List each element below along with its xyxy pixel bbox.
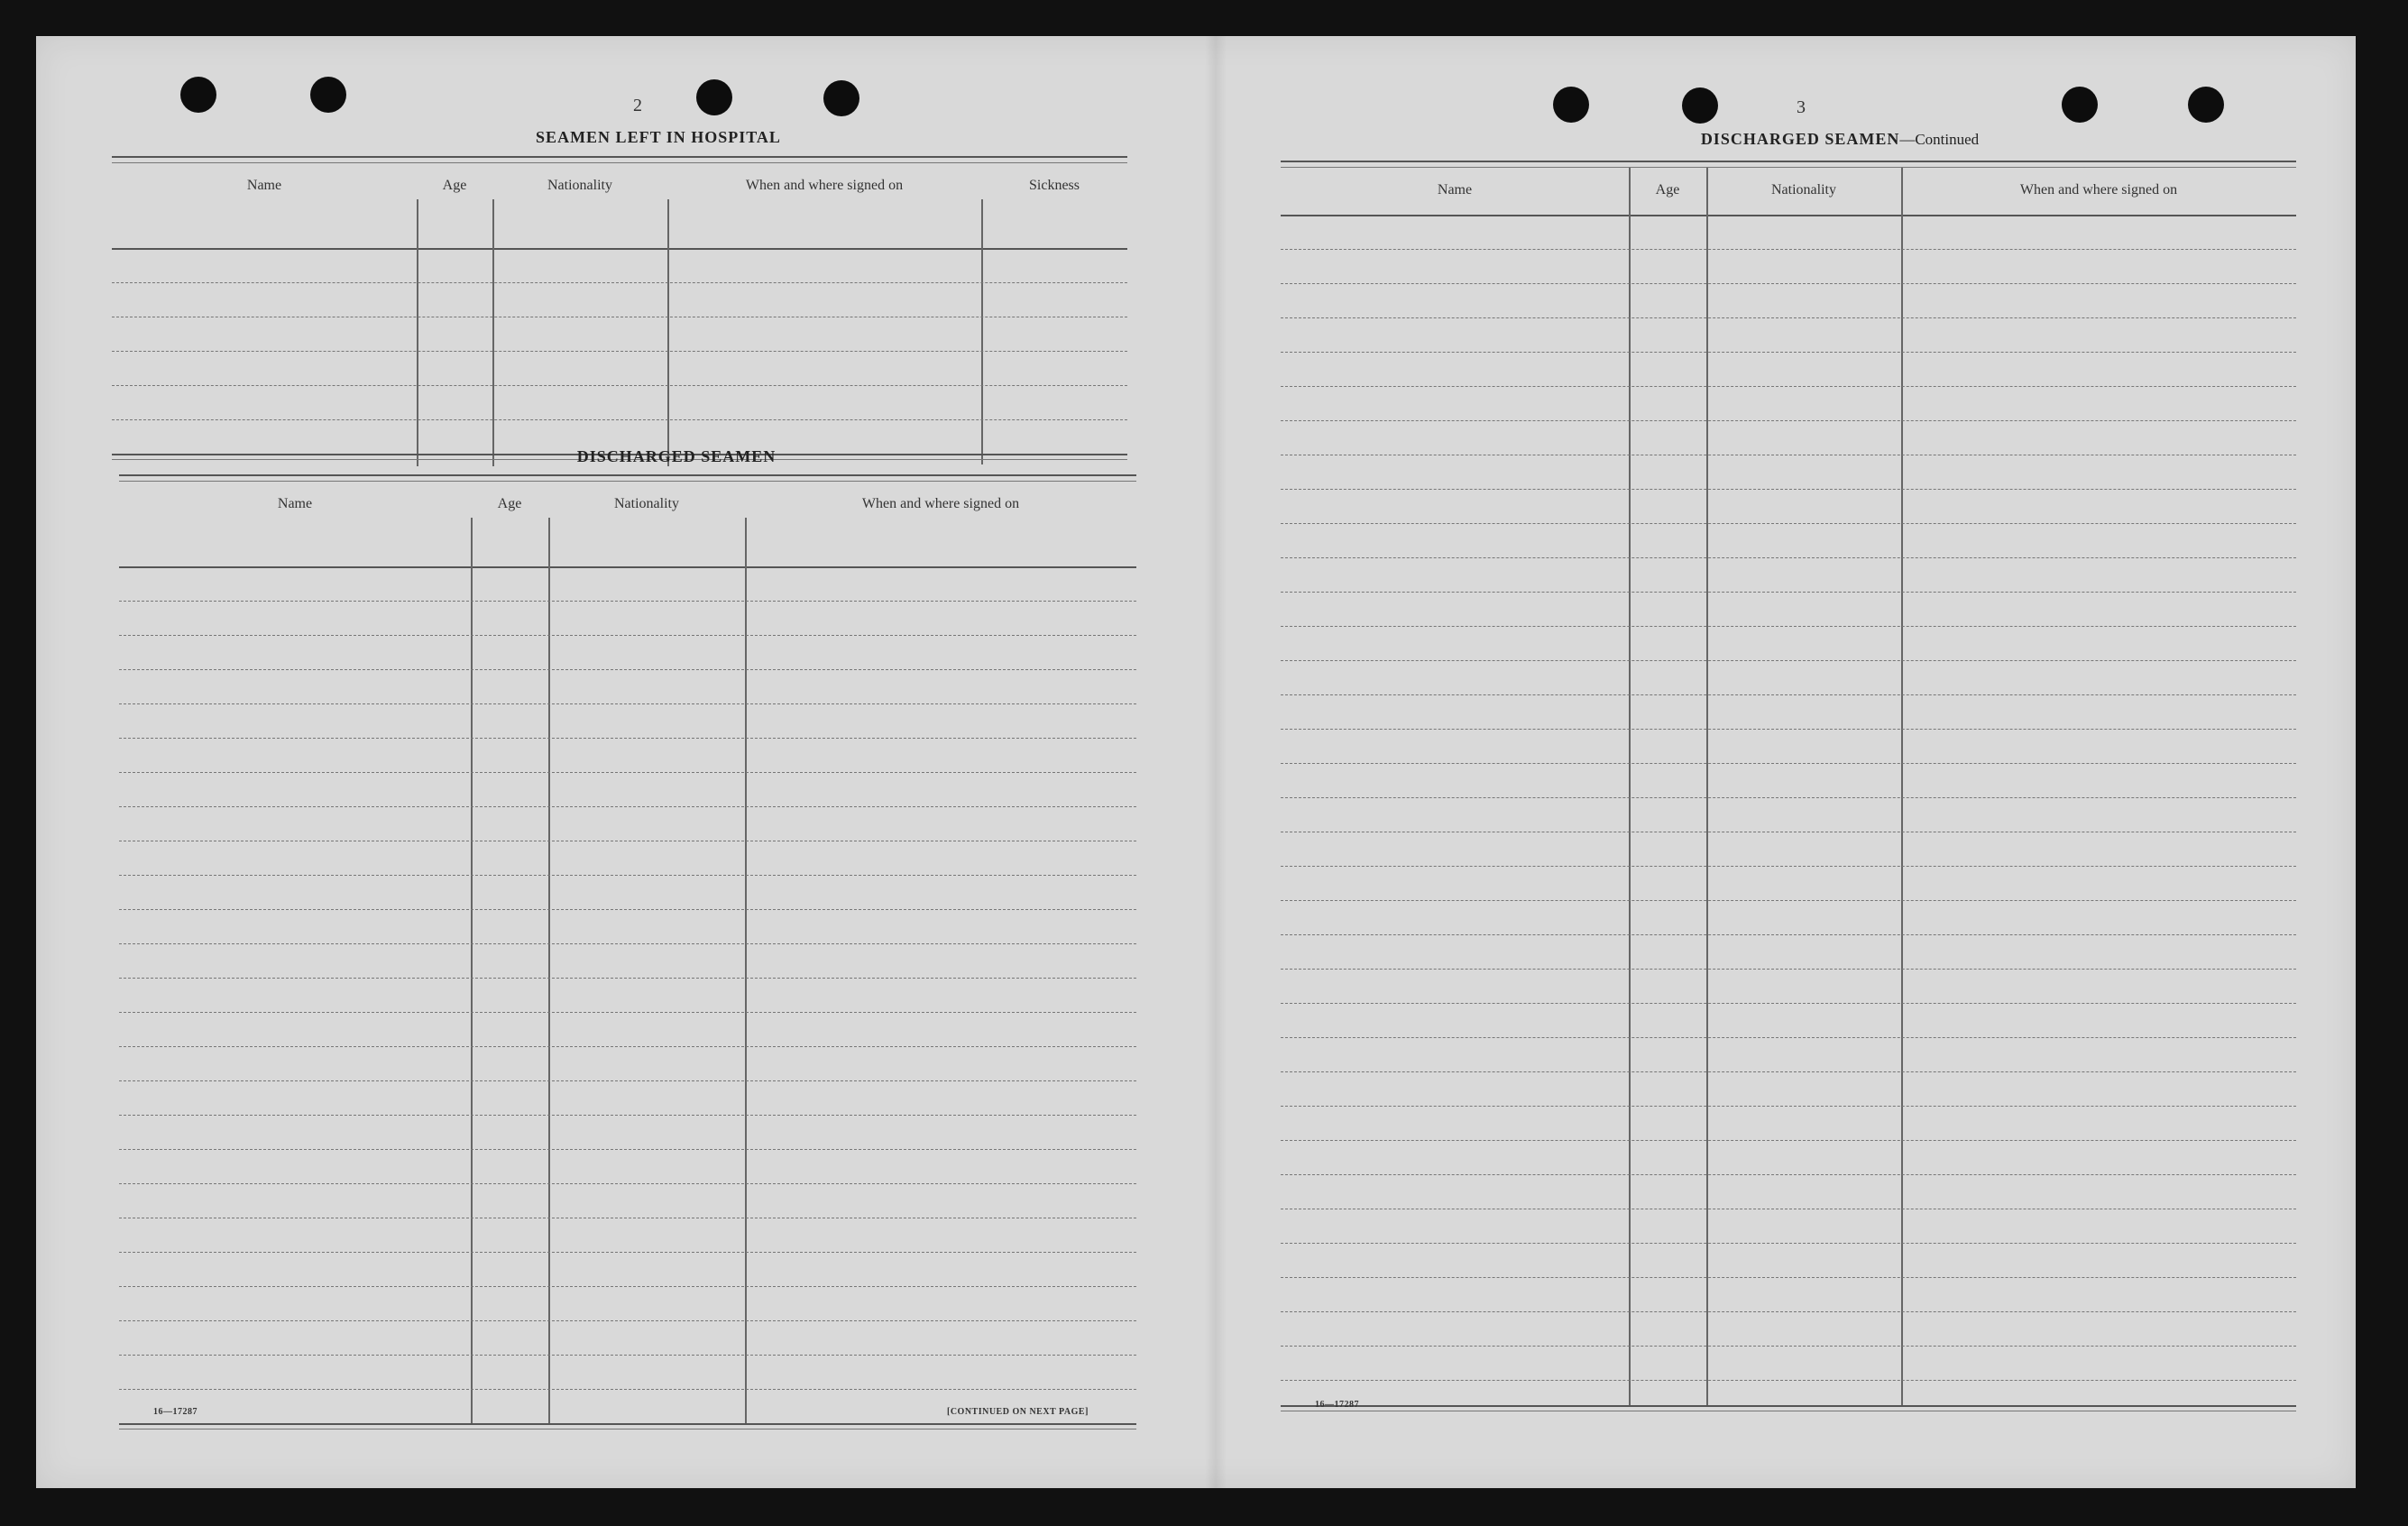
column-divider	[492, 199, 494, 466]
row-rule	[1281, 1106, 2296, 1107]
row-rule	[119, 1252, 1136, 1253]
column-header-name: Name	[246, 178, 282, 193]
column-header-sickness: Sickness	[1029, 178, 1080, 193]
punch-hole	[180, 77, 216, 113]
punch-hole	[310, 77, 346, 113]
row-rule	[1281, 1037, 2296, 1038]
row-rule	[1281, 1380, 2296, 1381]
left-form-number: 16—17287	[153, 1407, 198, 1417]
hospital-table	[112, 156, 1127, 463]
column-header-when-where: When and where signed on	[2019, 182, 2178, 198]
discharged-section-title: DISCHARGED SEAMEN	[576, 447, 777, 465]
form-sheet	[36, 36, 2356, 1488]
table-bottom-rule	[119, 1423, 1136, 1429]
row-rule	[1281, 557, 2296, 558]
column-divider	[1901, 168, 1903, 1405]
punch-hole	[2062, 87, 2098, 123]
table-top-rule	[119, 474, 1136, 482]
row-rule	[119, 1389, 1136, 1390]
row-rule	[1281, 1174, 2296, 1175]
discharged-continued-title	[1497, 130, 2183, 149]
row-rule	[1281, 969, 2296, 970]
row-rule	[1281, 592, 2296, 593]
row-rule	[1281, 1311, 2296, 1312]
row-rule	[119, 1046, 1136, 1047]
row-rule	[1281, 626, 2296, 627]
punch-hole	[2188, 87, 2224, 123]
right-page-number: 3	[1797, 97, 1806, 117]
table-top-rule	[1281, 161, 2296, 168]
row-rule	[119, 1012, 1136, 1013]
row-rule	[119, 738, 1136, 739]
left-page-number: 2	[633, 96, 642, 115]
row-rule	[1281, 729, 2296, 730]
column-header-when-where: When and where signed on	[745, 178, 904, 193]
page-fold	[1205, 36, 1227, 1488]
discharged-table	[119, 474, 1136, 1439]
discharged-continued-table	[1281, 161, 2296, 1432]
row-rule	[119, 875, 1136, 876]
punch-hole	[1553, 87, 1589, 123]
row-rule	[119, 669, 1136, 670]
row-rule	[1281, 489, 2296, 490]
row-rule	[1281, 866, 2296, 867]
table-bottom-rule	[1281, 1405, 2296, 1411]
row-rule	[1281, 283, 2296, 284]
row-rule	[1281, 317, 2296, 318]
row-rule	[119, 909, 1136, 910]
column-header-when-where: When and where signed on	[861, 496, 1020, 511]
column-header-nationality: Nationality	[1771, 182, 1836, 198]
column-divider	[745, 518, 747, 1425]
row-rule	[1281, 420, 2296, 421]
row-rule	[112, 282, 1127, 283]
column-header-age: Age	[442, 178, 467, 193]
table-top-rule	[112, 156, 1127, 163]
row-rule	[119, 1080, 1136, 1081]
column-divider	[417, 199, 418, 466]
row-rule	[1281, 797, 2296, 798]
column-header-name: Name	[1437, 182, 1473, 198]
column-divider	[548, 518, 550, 1425]
row-rule	[1281, 694, 2296, 695]
punch-hole	[823, 80, 859, 116]
column-header-nationality: Nationality	[614, 496, 679, 511]
row-rule	[1281, 934, 2296, 935]
column-header-age: Age	[1655, 182, 1680, 198]
row-rule	[1281, 1140, 2296, 1141]
header-rule	[1281, 215, 2296, 216]
row-rule	[112, 385, 1127, 386]
row-rule	[119, 772, 1136, 773]
row-rule	[1281, 386, 2296, 387]
row-rule	[119, 635, 1136, 636]
column-header-nationality: Nationality	[547, 178, 612, 193]
row-rule	[119, 1320, 1136, 1321]
discharged-continued-title-text: DISCHARGED SEAMEN	[1700, 130, 1900, 148]
column-header-name: Name	[277, 496, 313, 511]
row-rule	[1281, 763, 2296, 764]
continued-suffix: —Continued	[1899, 131, 1980, 148]
row-rule	[1281, 660, 2296, 661]
punch-hole	[1682, 87, 1718, 124]
row-rule	[1281, 1346, 2296, 1347]
row-rule	[119, 601, 1136, 602]
row-rule	[119, 806, 1136, 807]
column-divider	[1706, 168, 1708, 1405]
row-rule	[119, 1355, 1136, 1356]
row-rule	[119, 1149, 1136, 1150]
row-rule	[1281, 249, 2296, 250]
row-rule	[1281, 1277, 2296, 1278]
row-rule	[1281, 352, 2296, 353]
column-divider	[667, 199, 669, 466]
row-rule	[112, 419, 1127, 420]
row-rule	[119, 943, 1136, 944]
row-rule	[119, 1115, 1136, 1116]
row-rule	[1281, 1071, 2296, 1072]
row-rule	[119, 1286, 1136, 1287]
row-rule	[1281, 1003, 2296, 1004]
column-header-age: Age	[497, 496, 522, 511]
column-divider	[471, 518, 473, 1425]
hospital-section-title: SEAMEN LEFT IN HOSPITAL	[536, 128, 781, 146]
row-rule	[119, 703, 1136, 704]
row-rule	[1281, 523, 2296, 524]
column-divider	[981, 199, 983, 464]
row-rule	[112, 351, 1127, 352]
row-rule	[1281, 900, 2296, 901]
right-form-number: 16—17287	[1315, 1400, 1359, 1410]
continued-note: [CONTINUED ON NEXT PAGE]	[947, 1407, 1089, 1417]
row-rule	[119, 978, 1136, 979]
header-rule	[112, 248, 1127, 250]
row-rule	[119, 1183, 1136, 1184]
row-rule	[1281, 1243, 2296, 1244]
column-divider	[1629, 168, 1631, 1405]
header-rule	[119, 566, 1136, 568]
punch-hole	[696, 79, 732, 115]
